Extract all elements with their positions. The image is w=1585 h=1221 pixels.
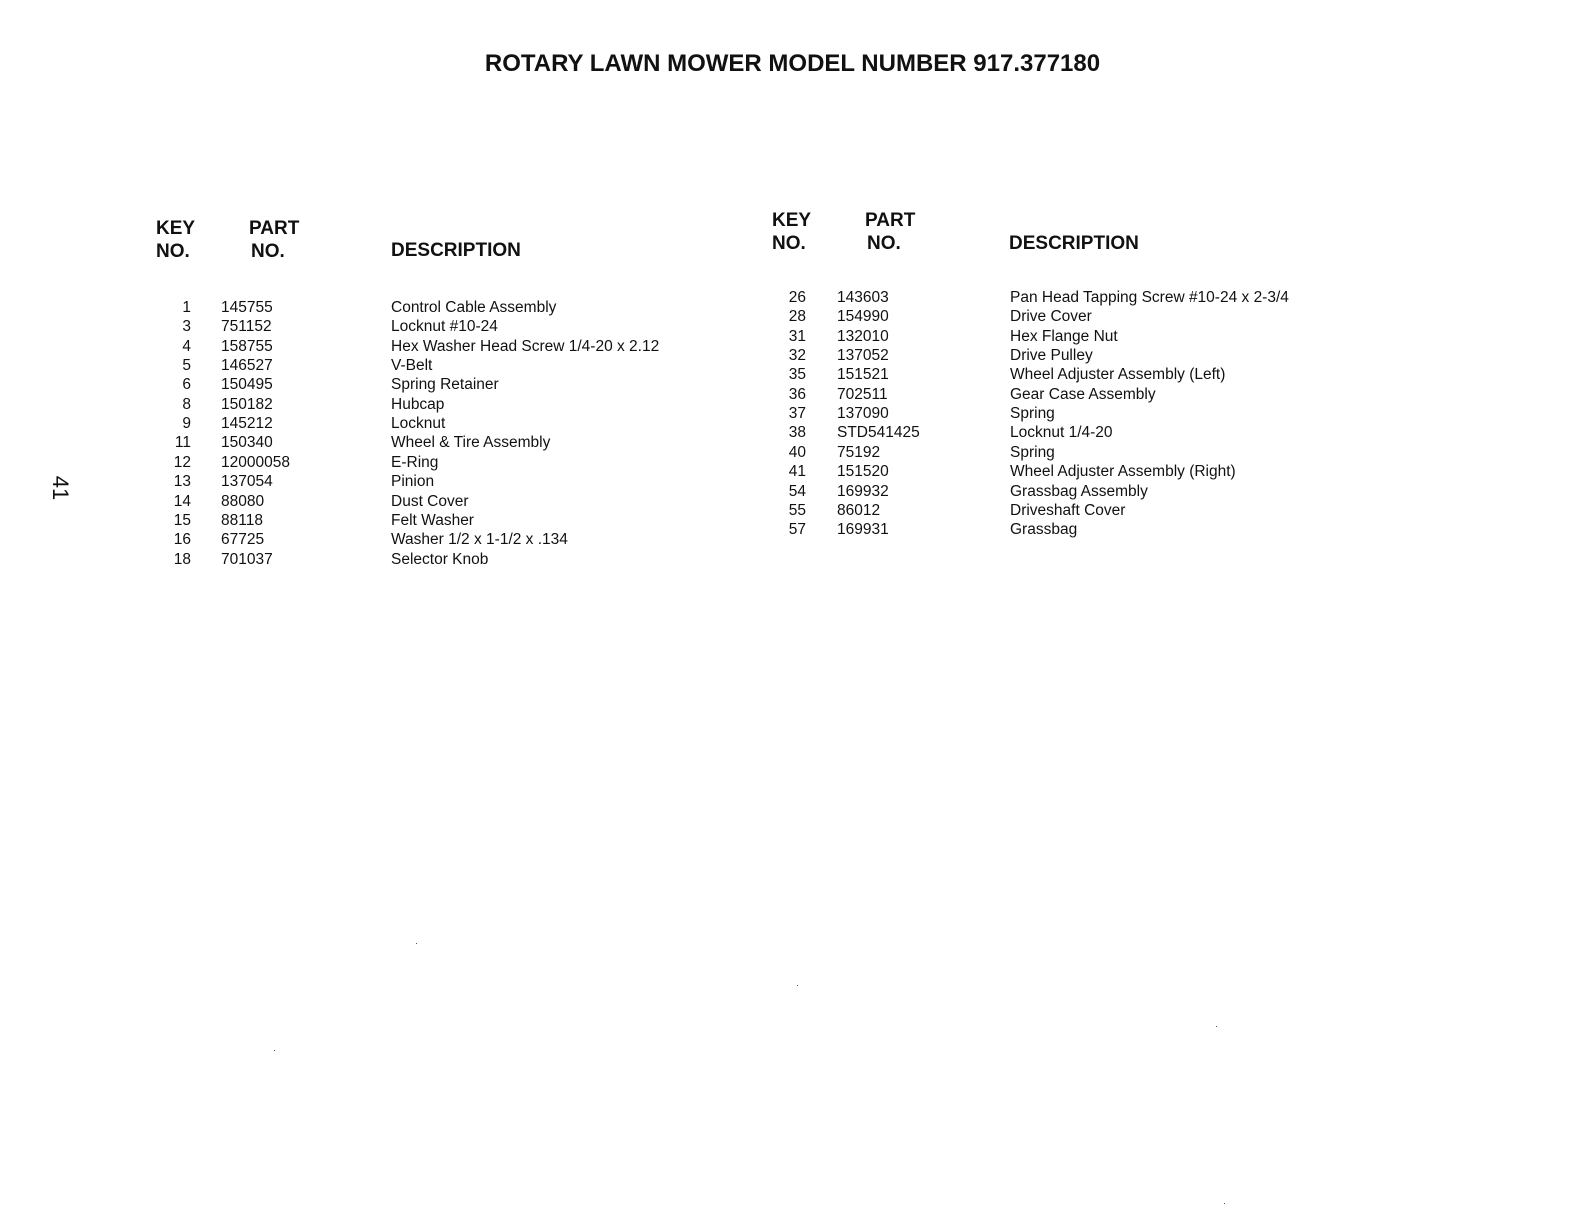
part-description: Control Cable Assembly [391,299,557,316]
left-part-header [249,217,299,263]
left-key-header [156,217,195,263]
part-description: Wheel & Tire Assembly [391,434,551,452]
key-number: 35 [788,366,806,384]
part-description: Driveshaft Cover [1010,501,1126,519]
part-number: 88118 [221,511,263,529]
right-part-header [865,209,915,255]
part-description: Hex Flange Nut [1010,327,1118,345]
part-number: 145755 [221,299,273,316]
part-number: 150340 [221,434,273,452]
key-number: 40 [788,443,806,461]
key-number: 5 [182,357,191,375]
part-description: Spring Retainer [391,376,499,394]
part-number: 137054 [221,473,273,491]
part-description: Felt Washer [391,511,474,529]
part-number: 150495 [221,376,273,394]
part-number: 137090 [837,405,889,423]
key-number: 1 [182,299,191,316]
page-number: 41 [48,475,74,501]
key-number: 26 [788,289,806,306]
part-description: Selector Knob [391,550,489,568]
key-number: 15 [173,511,191,529]
part-number: 137052 [837,347,889,365]
scan-speck [1224,1203,1225,1204]
key-number: 8 [182,395,191,413]
part-number: 150182 [221,395,273,413]
part-description: Gear Case Assembly [1010,385,1156,403]
part-number: 169932 [837,482,889,500]
part-description: Grassbag [1010,521,1078,539]
left-key-header-line1: KEY [156,218,196,239]
part-number: STD541425 [837,424,920,442]
part-number: 145212 [221,415,273,433]
right-key-header [772,209,811,255]
key-number: 57 [788,521,806,539]
part-number: 88080 [221,492,265,510]
part-number: 67725 [221,531,265,549]
right-part-header-line1: PART [865,210,916,231]
key-number: 31 [788,327,806,345]
part-number: 132010 [837,327,889,345]
part-number: 169931 [837,521,889,539]
part-description: Washer 1/2 x 1-1/2 x .134 [391,531,568,549]
key-number: 13 [173,473,191,491]
key-number: 55 [788,501,806,519]
part-description: Hubcap [391,395,445,413]
key-number: 38 [788,424,806,442]
key-number: 4 [182,337,191,355]
part-description: Hex Washer Head Screw 1/4-20 x 2.12 [391,337,660,355]
key-number: 9 [182,415,191,433]
key-number: 37 [788,405,806,423]
key-number: 11 [174,434,191,452]
part-description: V-Belt [391,357,433,375]
part-number: 151521 [837,366,889,384]
part-description: Spring [1010,443,1055,461]
part-description: Grassbag Assembly [1010,482,1148,500]
key-number: 16 [173,531,191,549]
part-description: Locknut [391,415,446,433]
part-description: Drive Cover [1010,308,1092,326]
scan-speck [274,1050,275,1051]
key-number: 18 [173,550,191,568]
key-number: 3 [182,318,191,336]
scan-speck [1216,1026,1217,1027]
scan-speck [416,943,417,944]
left-key-header-line2: NO. [156,241,190,262]
part-number: 12000058 [221,453,290,471]
scan-speck [797,985,798,986]
key-number: 54 [788,482,806,500]
part-number: 158755 [221,337,273,355]
part-number: 701037 [221,550,273,568]
part-number: 86012 [837,501,881,519]
part-description: Pan Head Tapping Screw #10-24 x 2-3/4 [1010,289,1289,306]
part-number: 146527 [221,357,273,375]
right-key-header-line2: NO. [772,233,806,254]
key-number: 28 [788,308,806,326]
part-description: Wheel Adjuster Assembly (Left) [1010,366,1226,384]
part-description: E-Ring [391,453,439,471]
key-number: 14 [173,492,191,510]
part-description: Spring [1010,405,1055,423]
key-number: 12 [173,453,191,471]
part-number: 751152 [221,318,272,336]
part-description: Dust Cover [391,492,469,510]
part-description: Pinion [391,473,435,491]
key-number: 41 [788,463,806,481]
part-number: 151520 [837,463,889,481]
left-description-header: DESCRIPTION [391,240,521,261]
page-title: ROTARY LAWN MOWER MODEL NUMBER 917.377180 [484,50,1101,77]
right-part-header-line2: NO. [867,233,901,254]
part-number: 154990 [837,308,889,326]
part-number: 143603 [837,289,889,306]
left-part-header-line2: NO. [251,241,285,262]
key-number: 36 [788,385,806,403]
part-number: 75192 [837,443,881,461]
key-number: 32 [788,347,806,365]
part-description: Locknut #10-24 [391,318,498,336]
part-description: Locknut 1/4-20 [1010,424,1113,442]
key-number: 6 [182,376,191,394]
right-key-header-line1: KEY [772,210,812,231]
part-description: Drive Pulley [1010,347,1093,365]
part-number: 702511 [837,385,888,403]
part-description: Wheel Adjuster Assembly (Right) [1010,463,1236,481]
right-description-header: DESCRIPTION [1009,233,1139,254]
left-part-header-line1: PART [249,218,300,239]
